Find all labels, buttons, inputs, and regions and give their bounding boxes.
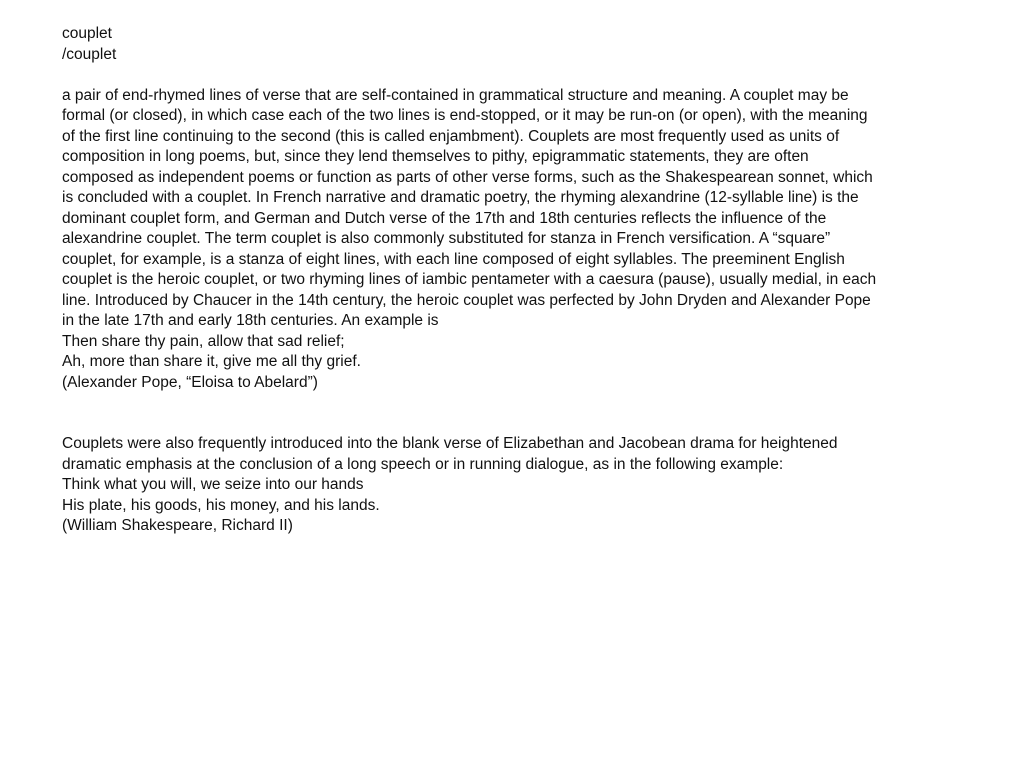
verse-line: His plate, his goods, his money, and his lands. <box>62 496 380 514</box>
definition-line: in the late 17th and early 18th centuries. An example is <box>62 312 439 329</box>
quote-attribution: (Alexander Pope, “Eloisa to Abelard”) <box>62 373 318 391</box>
example-quote-shakespeare <box>62 475 962 537</box>
paragraph-line: Couplets were also frequently introduced into the blank verse of Elizabethan and Jacobean drama for heightened <box>62 435 838 452</box>
definition-line: alexandrine couplet. The term couplet is also commonly substituted for stanza in French versification. A “square” <box>62 230 831 247</box>
quote-attribution: (William Shakespeare, Richard II) <box>62 517 293 534</box>
definition-line: composition in long poems, but, since they lend themselves to pithy, epigrammatic statements, they are often <box>62 148 809 165</box>
definition-line: is concluded with a couplet. In French narrative and dramatic poetry, the rhyming alexandrine (12-syllable line) is the <box>62 189 859 206</box>
headword: couplet <box>62 25 112 42</box>
definition-line: couplet is the heroic couplet, or two rhyming lines of iambic pentameter with a caesura (pause), usually medial, in each <box>62 271 877 288</box>
definition-paragraph <box>62 86 962 332</box>
pronunciation: /couplet <box>62 45 117 63</box>
spacer <box>62 393 962 414</box>
spacer <box>62 414 962 435</box>
definition-line: line. Introduced by Chaucer in the 14th century, the heroic couplet was perfected by John Dryden and Alexander Pope <box>62 291 871 309</box>
paragraph-line: dramatic emphasis at the conclusion of a long speech or in running dialogue, as in the following example: <box>62 455 784 473</box>
definition-line: dominant couplet form, and German and Dutch verse of the 17th and 18th centuries reflects the influence of the <box>62 209 827 227</box>
document-body <box>62 24 962 537</box>
definition-line: a pair of end-rhymed lines of verse that are self-contained in grammatical structure and meaning. A couplet may be <box>62 86 849 104</box>
verse-line: Ah, more than share it, give me all thy grief. <box>62 353 361 370</box>
verse-line: Then share thy pain, allow that sad relief; <box>62 332 345 350</box>
definition-line: composed as independent poems or function as parts of other verse forms, such as the Shakespearean sonnet, which <box>62 168 873 186</box>
example-quote-pope <box>62 332 962 394</box>
definition-line: of the first line continuing to the second (this is called enjambment). Couplets are most frequently used as units of <box>62 127 840 145</box>
second-paragraph <box>62 434 962 475</box>
definition-line: formal (or closed), in which case each of the two lines is end-stopped, or it may be run-on (or open), with the meaning <box>62 107 868 124</box>
verse-line: Think what you will, we seize into our hands <box>62 476 364 493</box>
spacer <box>62 65 962 86</box>
definition-line: couplet, for example, is a stanza of eight lines, with each line composed of eight syllables. The preeminent English <box>62 250 845 268</box>
